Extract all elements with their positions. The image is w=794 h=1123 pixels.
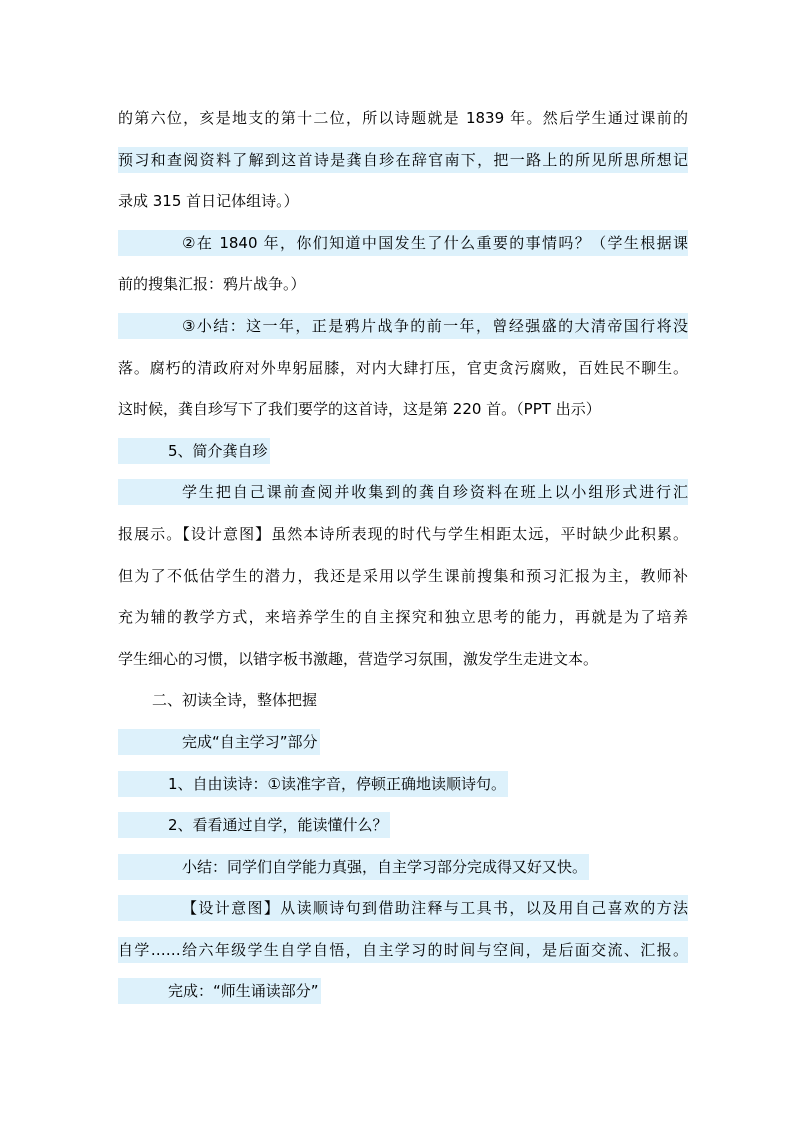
text-line-2 [118, 147, 688, 189]
highlighted-text: 完成：“师生诵读部分” [118, 978, 321, 1004]
text-line-17 [118, 771, 688, 813]
paragraph-text: 前的搜集汇报：鸦片战争。） [118, 275, 306, 294]
highlighted-text: 【设计意图】从读顺诗句到借助注释与工具书，以及用自己喜欢的方法 [118, 895, 688, 921]
paragraph-text: 这时候，龚自珍写下了我们要学的这首诗，这是第 220 首。（PPT 出示） [118, 400, 601, 419]
highlighted-text: 1、自由读诗：①读准字音，停顿正确地读顺诗句。 [118, 771, 508, 797]
text-line-7 [118, 355, 688, 397]
text-line-20 [118, 895, 688, 937]
text-line-1 [118, 105, 688, 147]
text-line-3 [118, 188, 688, 230]
paragraph-text: 学生细心的习惯，以错字板书激趣，营造学习氛围，激发学生走进文本。 [118, 649, 599, 668]
highlighted-text: ③小结：这一年，正是鸦片战争的前一年，曾经强盛的大清帝国行将没 [118, 313, 688, 339]
section-heading: 5、简介龚自珍 [118, 438, 270, 464]
paragraph-text: 落。腐朽的清政府对外卑躬屈膝，对内大肆打压，官吏贪污腐败，百姓民不聊生。 [118, 358, 688, 377]
highlighted-text: 预习和查阅资料了解到这首诗是龚自珍在辞官南下，把一路上的所见所思所想记 [118, 147, 688, 173]
text-line-10 [118, 479, 688, 521]
text-line-8 [118, 396, 688, 438]
text-line-22 [118, 978, 688, 1020]
section-heading: 二、初读全诗，整体把握 [152, 691, 318, 710]
text-line-11 [118, 521, 688, 563]
text-line-19 [118, 854, 688, 896]
text-line-5 [118, 271, 688, 313]
text-line-16 [118, 729, 688, 771]
text-line-9 [118, 438, 688, 480]
text-line-21 [118, 937, 688, 979]
paragraph-text: 充为辅的教学方式，来培养学生的自主探究和独立思考的能力，再就是为了培养 [118, 608, 688, 627]
highlighted-text: 小结：同学们自学能力真强，自主学习部分完成得又好又快。 [118, 854, 589, 880]
highlighted-text: ②在 1840 年，你们知道中国发生了什么重要的事情吗？（学生根据课 [118, 230, 688, 256]
highlighted-text: 学生把自己课前查阅并收集到的龚自珍资料在班上以小组形式进行汇 [118, 479, 688, 505]
paragraph-text: 的第六位，亥是地支的第十二位，所以诗题就是 1839 年。然后学生通过课前的 [118, 109, 688, 127]
highlighted-text: 自学……给六年级学生自学自悟，自主学习的时间与空间，是后面交流、汇报。 [118, 937, 688, 963]
document-body [118, 105, 688, 1020]
text-line-15 [118, 687, 688, 729]
text-line-14 [118, 646, 688, 688]
highlighted-text: 完成“自主学习”部分 [118, 729, 320, 755]
paragraph-text: 但为了不低估学生的潜力，我还是采用以学生课前搜集和预习汇报为主，教师补 [118, 566, 688, 585]
paragraph-text: 录成 315 首日记体组诗。） [118, 192, 299, 211]
highlighted-text: 2、看看通过自学，能读懂什么？ [118, 812, 390, 838]
text-line-18 [118, 812, 688, 854]
paragraph-text: 报展示。【设计意图】虽然本诗所表现的时代与学生相距太远，平时缺少此积累。 [118, 524, 688, 543]
text-line-12 [118, 563, 688, 605]
text-line-6 [118, 313, 688, 355]
text-line-4 [118, 230, 688, 272]
text-line-13 [118, 604, 688, 646]
